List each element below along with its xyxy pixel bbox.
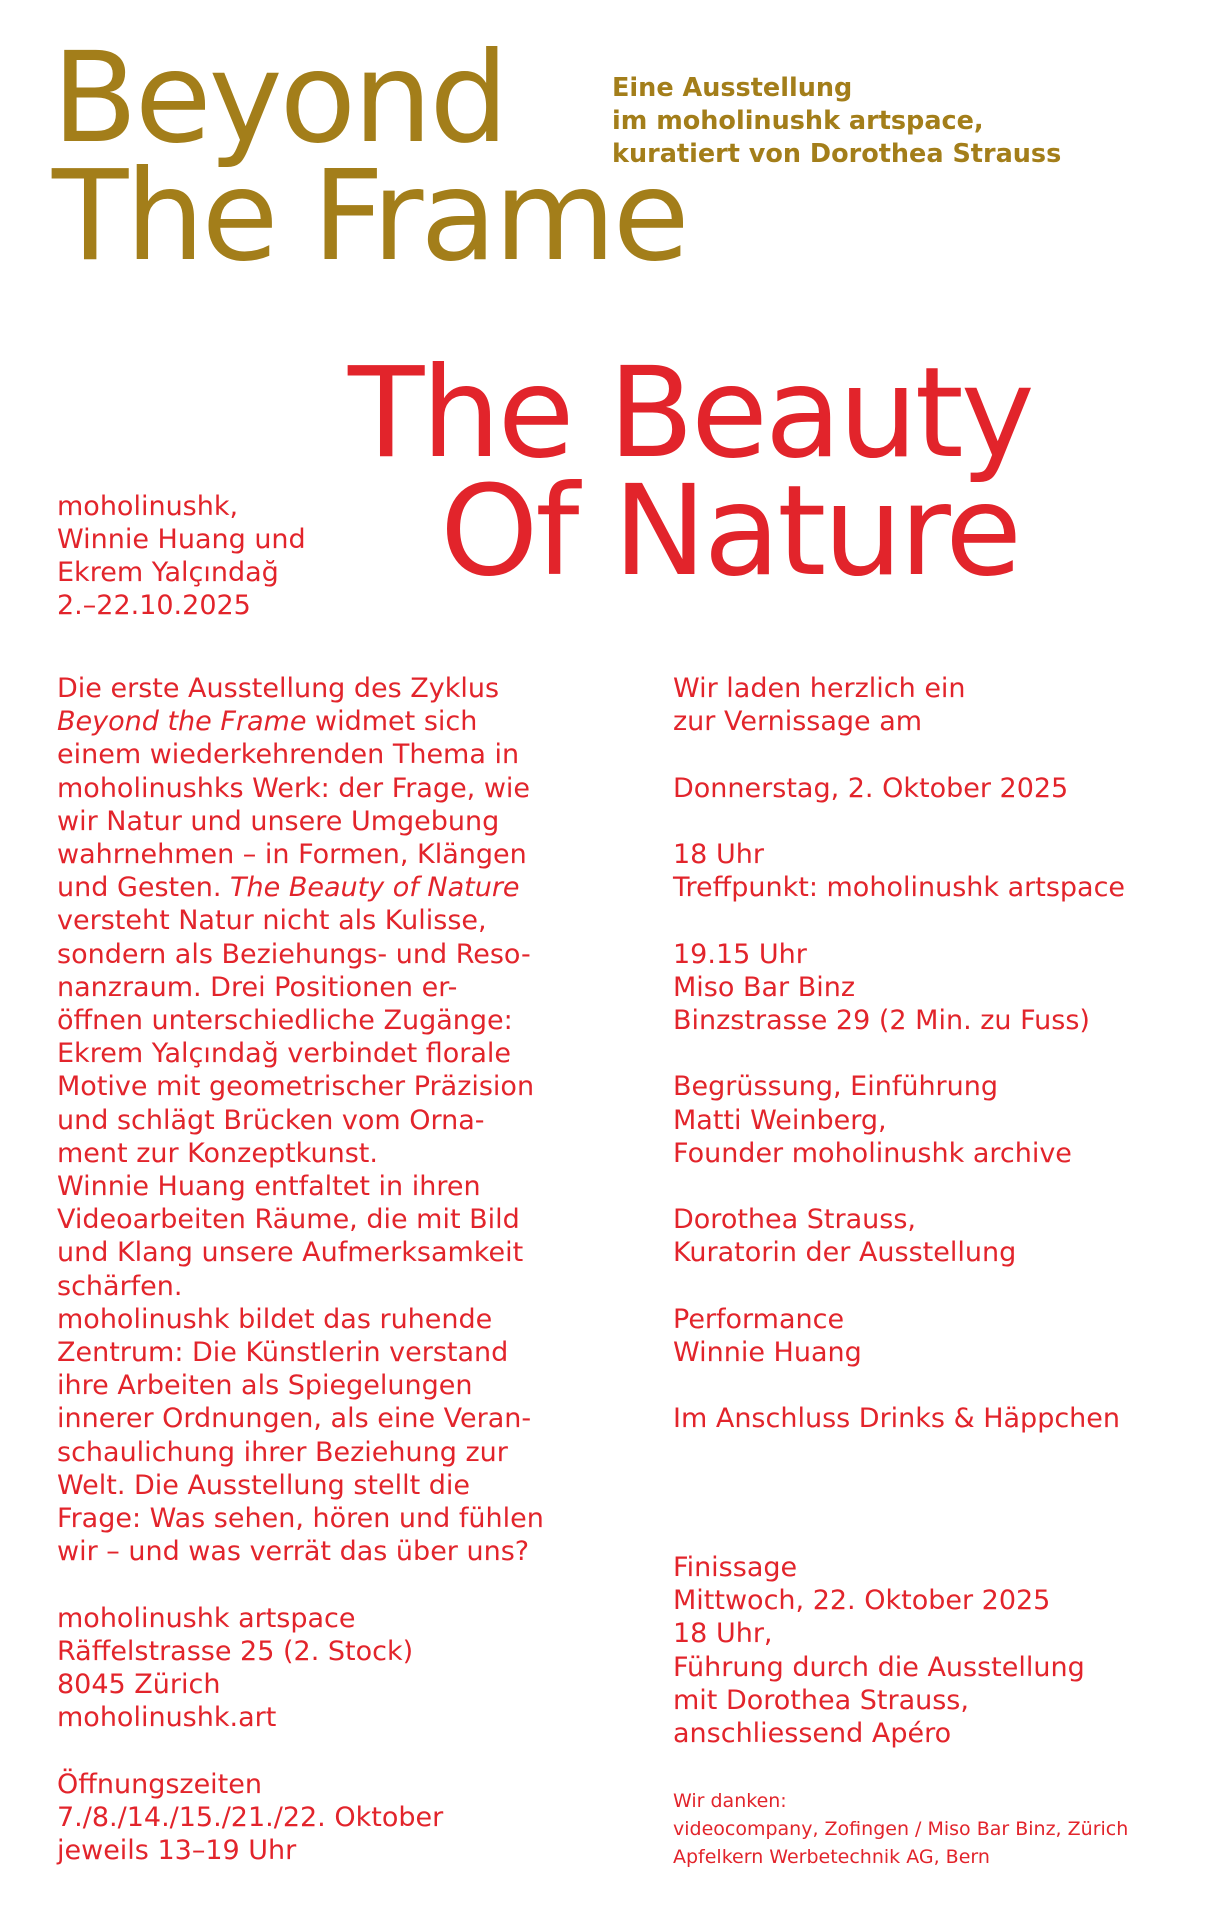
bar-time: 19.15 Uhr [673, 938, 807, 970]
opening-days: 7./8./14./15./21./22. Oktober [57, 1801, 444, 1833]
body-line: innerer Ordnungen, als eine Veran- [57, 1403, 532, 1435]
body-line: Welt. Die Ausstellung stellt die [57, 1469, 471, 1501]
body-line: ment zur Konzeptkunst. [57, 1137, 378, 1169]
body-line: Winnie Huang entfaltet in ihren [57, 1171, 481, 1203]
body-line: einem wiederkehrenden Thema in [57, 739, 520, 771]
performance-heading: Performance [673, 1303, 845, 1335]
exhibition-title [348, 341, 1032, 604]
vernissage-date: Donnerstag, 2. Oktober 2025 [673, 772, 1069, 804]
bar-address: Binzstrasse 29 (2 Min. zu Fuss) [673, 1004, 1090, 1036]
artist-line: Ekrem Yalçındağ [57, 557, 279, 588]
body-line: nanzraum. Drei Positionen er- [57, 971, 458, 1003]
finissage-heading: Finissage [673, 1552, 798, 1583]
body-line: Die erste Ausstellung des Zyklus [57, 673, 500, 704]
finissage-line: mit Dorothea Strauss, [673, 1684, 969, 1716]
series-name-italic: Beyond the Frame [57, 706, 307, 738]
body-line: und Klang unsere Aufmerksamkeit [57, 1237, 524, 1269]
performance-artist: Winnie Huang [673, 1336, 862, 1368]
finissage-block [673, 1551, 1085, 1750]
body-line: wir Natur und unsere Umgebung [57, 805, 500, 837]
body-line: schaulichung ihrer Beziehung zur [57, 1436, 508, 1468]
meet-time: 18 Uhr [673, 838, 764, 870]
exhibition-title-line-1: The Beauty [348, 341, 1032, 486]
body-line-rest: widmet sich [306, 706, 478, 738]
invite-line: zur Vernissage am [673, 706, 923, 738]
body-line: Motive mit geometrischer Präzision [57, 1071, 535, 1103]
bar-name: Miso Bar Binz [673, 971, 856, 1003]
body-line: versteht Natur nicht als Kulisse, [57, 905, 487, 937]
exhibition-name-italic: The Beauty of Nature [230, 872, 520, 904]
address-city: 8045 Zürich [57, 1669, 221, 1701]
after-event: Im Anschluss Drinks & Häppchen [673, 1403, 1121, 1435]
artists-and-dates [57, 490, 306, 622]
finissage-date: Mittwoch, 22. Oktober 2025 [673, 1585, 1051, 1617]
curator-role: Kuratorin der Ausstellung [673, 1237, 1017, 1269]
series-title-line-2: The Frame [52, 144, 687, 289]
body-line-start: und Gesten. [57, 872, 231, 904]
address-street: Räffelstrasse 25 (2. Stock) [57, 1635, 414, 1667]
description-column [57, 672, 597, 1867]
welcome-line: Begrüssung, Einführung [673, 1071, 999, 1103]
artist-line: moholinushk, [57, 491, 239, 522]
finissage-line: Führung durch die Ausstellung [673, 1651, 1085, 1683]
body-line: schärfen. [57, 1270, 183, 1302]
sponsor-line: Apfelkern Werbetechnik AG, Bern [673, 1846, 990, 1868]
subtitle-line: im moholinushk artspace, [612, 106, 984, 136]
body-line: moholinushk bildet das ruhende [57, 1303, 493, 1335]
body-line [57, 705, 597, 738]
series-title-line-1: Beyond [52, 26, 506, 171]
sponsor-line: videocompany, Zofingen / Miso Bar Binz, Zürich [673, 1818, 1129, 1840]
series-title [52, 26, 687, 289]
subtitle-line: Eine Ausstellung [612, 73, 853, 103]
exhibition-subtitle [612, 72, 1061, 171]
body-line: wahrnehmen – in Formen, Klängen [57, 839, 527, 871]
body-line: Videoarbeiten Räume, die mit Bild [57, 1204, 520, 1236]
exhibition-dates: 2.–22.10.2025 [57, 590, 251, 621]
welcome-role: Founder moholinushk archive [673, 1137, 1072, 1169]
welcome-speaker: Matti Weinberg, [673, 1104, 887, 1136]
body-line: Ekrem Yalçındağ verbindet florale [57, 1038, 512, 1070]
thanks-heading: Wir danken: [673, 1790, 787, 1812]
meet-place: Treffpunkt: moholinushk artspace [673, 872, 1126, 904]
vernissage-column [673, 672, 1213, 1436]
body-line: öffnen unterschiedliche Zugänge: [57, 1005, 513, 1037]
address-venue: moholinushk artspace [57, 1602, 356, 1634]
body-line: moholinushks Werk: der Frage, wie [57, 772, 531, 804]
body-line: Zentrum: Die Künstlerin verstand [57, 1337, 509, 1369]
body-line: und schlägt Brücken vom Orna- [57, 1104, 485, 1136]
exhibition-title-line-2: Of Nature [440, 459, 1020, 604]
website-link[interactable]: moholinushk.art [57, 1702, 277, 1734]
body-line: sondern als Beziehungs- und Reso- [57, 938, 531, 970]
opening-hours-heading: Öffnungszeiten [57, 1768, 262, 1800]
artist-line: Winnie Huang und [57, 524, 306, 555]
finissage-line: anschliessend Apéro [673, 1718, 952, 1750]
body-line: Frage: Was sehen, hören und fühlen [57, 1503, 544, 1535]
body-line: ihre Arbeiten als Spiegelungen [57, 1370, 473, 1402]
invite-line: Wir laden herzlich ein [673, 673, 966, 704]
opening-times: jeweils 13–19 Uhr [57, 1835, 297, 1867]
finissage-time: 18 Uhr, [673, 1618, 773, 1650]
body-line: wir – und was verrät das über uns? [57, 1536, 530, 1568]
curator-name: Dorothea Strauss, [673, 1204, 916, 1236]
body-line [57, 871, 597, 904]
sponsors-block [673, 1787, 1128, 1871]
subtitle-line: kuratiert von Dorothea Strauss [612, 139, 1062, 169]
